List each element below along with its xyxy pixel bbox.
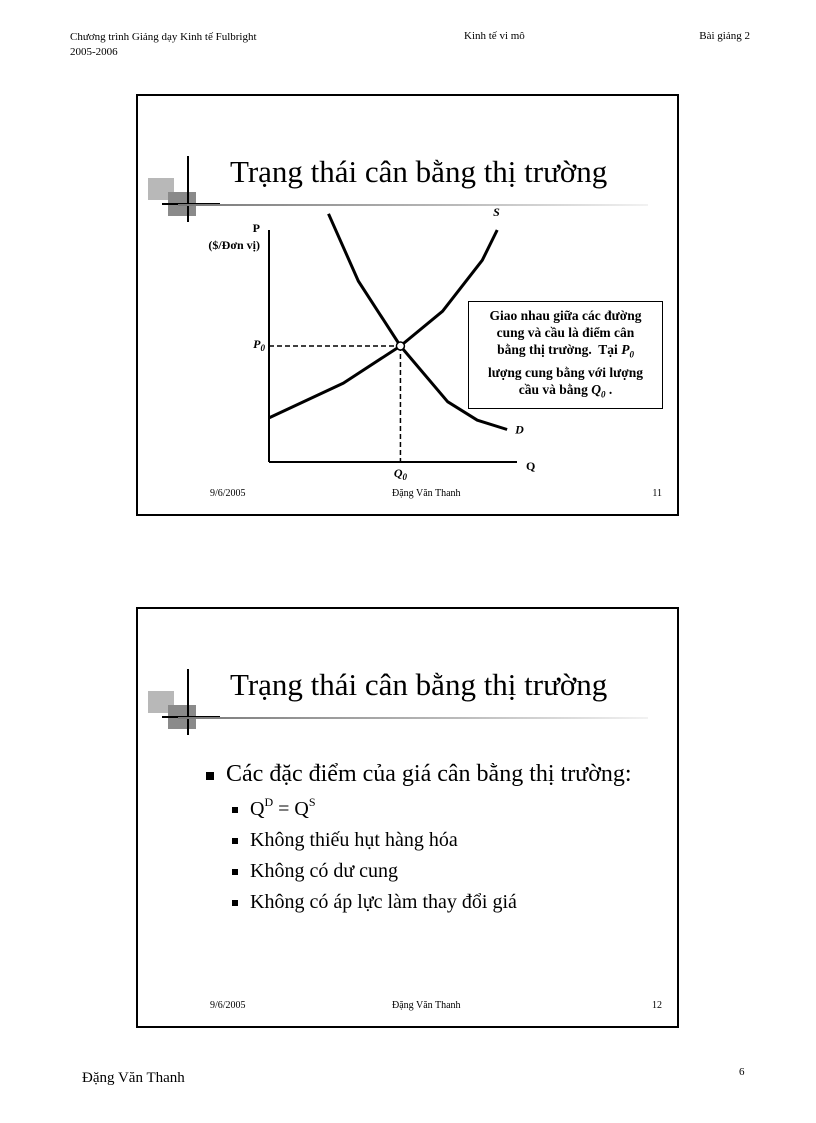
slide-11: [136, 94, 679, 516]
sub-bullet-no-shortage: Không thiếu hụt hàng hóa: [206, 825, 632, 856]
y-axis-unit: ($/Đơn vị): [208, 238, 260, 252]
bullet-square-icon: [206, 772, 214, 780]
y-axis-label: P: [252, 221, 260, 235]
note-line-1: Giao nhau giữa các đường: [489, 308, 642, 323]
page-number: 6: [739, 1066, 745, 1078]
bullet-square-icon: [232, 838, 238, 844]
slide-number: 12: [652, 1000, 662, 1011]
p0-label: $P_0$: [253, 337, 265, 353]
slide-number: 11: [652, 488, 662, 499]
slide-date: 9/6/2005: [210, 488, 246, 499]
supply-curve: [269, 230, 497, 418]
sub-bullet-no-surplus: Không có dư cung: [206, 856, 632, 887]
page-author: Đặng Văn Thanh: [82, 1070, 185, 1086]
header-program: [70, 30, 257, 60]
sub-bullet-qd-qs: $Q^D = Q^S$: [206, 794, 632, 825]
header-lecture: Bài giảng 2: [699, 30, 750, 42]
equilibrium-chart: [138, 96, 677, 482]
sub-bullet-list: [206, 794, 632, 918]
note-line-5: cầu và bằng $Q_0$ .: [518, 381, 613, 400]
title-decoration-icon: [144, 665, 224, 735]
slide-date: 9/6/2005: [210, 1000, 246, 1011]
slide-title: Trạng thái cân bằng thị trường: [230, 154, 608, 189]
slide-footer: [138, 1000, 677, 1014]
slide-author: Đặng Văn Thanh: [392, 1000, 461, 1011]
x-axis-label: Q: [526, 459, 536, 473]
page-header: [70, 30, 750, 64]
slide-12: [136, 607, 679, 1028]
sub-bullet-no-pressure: Không có áp lực làm thay đổi giá: [206, 887, 632, 918]
slide-title: Trạng thái cân bằng thị trường: [230, 667, 608, 702]
header-program-name: Chương trình Giảng dạy Kinh tế Fulbright: [70, 31, 257, 43]
title-divider: [178, 717, 648, 719]
slide-footer: [138, 488, 677, 502]
bullet-square-icon: [232, 807, 238, 813]
slide-author: Đặng Văn Thanh: [392, 488, 461, 499]
bullet-square-icon: [232, 900, 238, 906]
note-line-4: lượng cung bằng với lượng: [488, 364, 643, 380]
header-year: 2005-2006: [70, 46, 118, 58]
equilibrium-note-box: [468, 301, 663, 409]
demand-label: D: [515, 422, 524, 437]
bullet-main: Các đặc điểm của giá cân bằng thị trường:: [206, 761, 632, 788]
header-course: Kinh tế vi mô: [464, 30, 525, 42]
equilibrium-point: [396, 342, 404, 350]
bullet-list: [206, 761, 632, 918]
supply-label: S: [493, 205, 500, 219]
q0-label: $Q_0$: [393, 466, 408, 482]
bullet-square-icon: [232, 869, 238, 875]
note-line-2: cung và cầu là điểm cân: [496, 325, 635, 340]
note-line-3: bằng thị trường. Tại $P_0$: [497, 342, 634, 360]
